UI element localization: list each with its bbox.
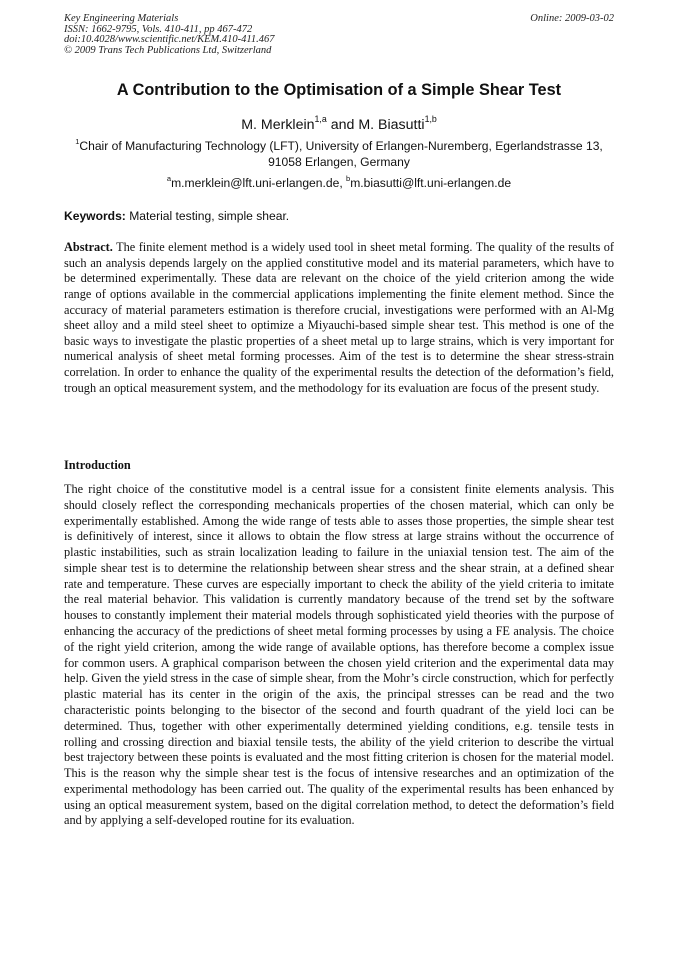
issn-line: ISSN: 1662-9795, Vols. 410-411, pp 467-472 <box>64 23 253 35</box>
abstract-label: Abstract. <box>64 240 113 254</box>
author-affiliation-mark: 1,a <box>314 113 327 124</box>
paper-title: A Contribution to the Optimisation of a Simple Shear Test <box>116 81 562 99</box>
author-name: M. Biasutti <box>358 117 425 133</box>
email-link: m.biasutti@lft.uni-erlangen.de <box>350 176 512 190</box>
doi-line: doi:10.4028/www.scientific.net/KEM.410-411.467 <box>64 34 275 46</box>
journal-name: Key Engineering Materials <box>64 13 179 24</box>
author-emails <box>0 175 678 191</box>
author-separator: and <box>326 117 359 133</box>
author-affiliation-mark: 1,b <box>424 113 437 124</box>
keywords-text: Material testing, simple shear. <box>125 209 290 223</box>
abstract <box>64 240 614 396</box>
keywords <box>64 208 289 224</box>
author-list <box>0 113 678 134</box>
copyright-line: © 2009 Trans Tech Publications Ltd, Switzerland <box>64 44 272 56</box>
email-mark: a <box>166 173 172 183</box>
online-date: Online: 2009-03-02 <box>530 13 614 24</box>
email-mark: b <box>346 173 351 183</box>
affiliation-text: Chair of Manufacturing Technology (LFT), University of Erlangen-Nuremberg, Egerlandstrasse 13, 91058 Erlangen, Germany <box>79 139 603 169</box>
introduction-text: The right choice of the constitutive model is a central issue for a consistent finite elements analysis. This should closely reflect the corresponding mechanicals properties of the chosen material, which can only be experimentally established. Among the wide range of tests able to asses those properties, the simple shear test is definitively of interest, since it allows to obtain the flow stress at large strains without the occurrence of plastic instabilities, such as strain localization leading to failure in the uniaxial tension test. The aim of the simple shear test is to determine the relationship between shear stress and the shear strain, at a defined shear rate and temperature. These curves are especially important to check the ability of the yield criteria to imitate the real material behavior. This validation is currently mandatory because of the trend set by the software houses to constantly implement their material models through sophisticated yield theories with the purpose of enhancing the accuracy of the predictions of sheet metal forming processes by using a FE analysis. The choice of the right yield criterion, among the wide range of available options, has therefore become a complex issue for common users. A graphical comparison between the chosen yield criterion and the experimental data may help. Given the yield stress in the case of simple shear, from the Mohr’s circle construction, which for perfectly plastic material has its center in the origin of the axis, the principal stresses can be read and the two characteristic points belonging to the bisector of the second and fourth quadrant of the yield loci can be determined. Thus, together with other experimentally determined yielding conditions, e.g. tensile tests in rolling and crossing direction and biaxial tensile tests, the ability of the yield criterion to describe the virtual best trajectory between these points is evaluated and the most fitting criterion is chosen for the material model. This is the reason why the simple shear test is the focus of intensive researches and an optimization of the experimental methodology has been carried out. The quality of the experimental results has been enhanced by using an optical measurement system, based on the digital correlation method, to detect the deformation’s field and by applying a self-developed routine for its evaluation. <box>64 482 614 828</box>
affiliation-mark: 1 <box>75 136 80 146</box>
journal-header <box>64 14 274 56</box>
author-name: M. Merklein <box>241 117 315 133</box>
affiliation <box>64 138 614 170</box>
keywords-label: Keywords: <box>64 209 126 223</box>
abstract-text: The finite element method is a widely used tool in sheet metal forming. The quality of the results of such an analysis depends largely on the applied constitutive model and its material parameters, which have to be determined experimentally. These data are relevant on the choice of the yield criterion among the wide range of options available in the commercial applications implementing the finite element method. Since the accuracy of material parameters estimation is therefore crucial, investigations were performed with an Al-Mg sheet alloy and a mild steel sheet to optimize a Miyauchi-based simple shear test. This method is one of the basic ways to investigate the plastic properties of a sheet metal up to large strains, which is very important for numerical analysis of sheet metal forming processes. Aim of the test is to determine the shear stress-strain correlation. In order to enhance the quality of the experimental results the detection of the deformation’s field, trough an optical measurement system, and the methodology for its evaluation are focus of the present study. <box>64 240 614 395</box>
email-link: m.merklein@lft.uni-erlangen.de, <box>171 176 347 190</box>
section-heading: Introduction <box>64 458 131 472</box>
